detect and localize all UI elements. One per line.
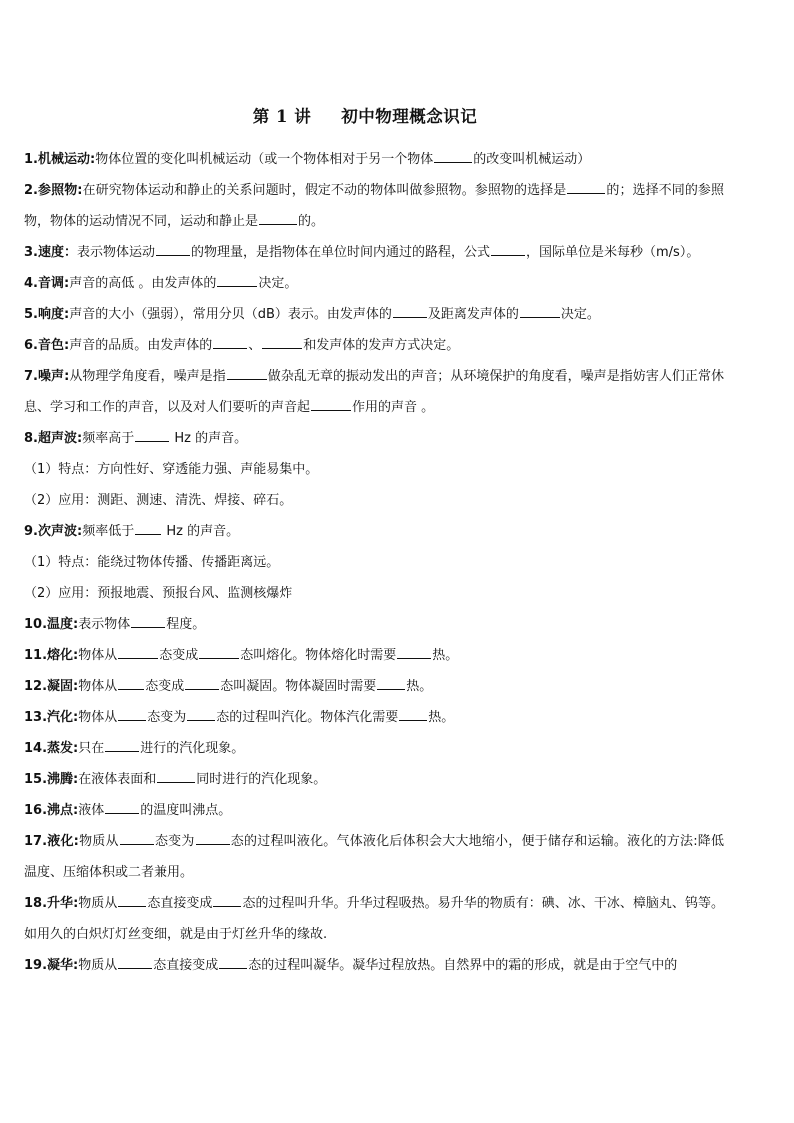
concept-text: 声音的大小（强弱），常用分贝（dB）表示。由发声体的 — [69, 307, 392, 322]
concept-item — [24, 144, 724, 175]
fill-in-blank[interactable] — [156, 254, 190, 256]
lecture-topic: 初中物理概念识记 — [341, 107, 478, 126]
concept-term: 2.参照物: — [24, 183, 83, 198]
concept-text: 在液体表面和 — [78, 772, 157, 787]
fill-in-blank[interactable] — [434, 161, 472, 163]
fill-in-blank[interactable] — [397, 657, 431, 659]
concept-term: 11.熔化: — [24, 648, 79, 663]
lecture-number: 第 1 讲 — [252, 107, 312, 126]
concept-text: 物质从 — [78, 834, 119, 849]
fill-in-blank[interactable] — [118, 967, 152, 969]
fill-in-blank[interactable] — [118, 905, 146, 907]
concept-text: 的物理量，是指物体在单位时间内通过的路程，公式 — [191, 245, 491, 260]
concept-term: 7.噪声: — [24, 369, 70, 384]
concept-text: 的改变叫机械运动） — [473, 152, 591, 167]
concept-text: 态直接变成 — [153, 958, 219, 973]
concept-term: 12.凝固: — [24, 679, 79, 694]
concept-text: 程度。 — [166, 617, 206, 632]
concept-item — [24, 702, 724, 733]
fill-in-blank[interactable] — [213, 905, 241, 907]
concept-text: 态的过程叫汽化。物体汽化需要 — [216, 710, 399, 725]
concept-item — [24, 764, 724, 795]
concept-text: 物质从 — [78, 896, 118, 911]
concept-item — [24, 609, 724, 640]
concept-item — [24, 485, 724, 516]
concept-text: 声音的高低 。由发声体的 — [69, 276, 217, 291]
fill-in-blank[interactable] — [393, 316, 427, 318]
fill-in-blank[interactable] — [118, 719, 146, 721]
concept-text: 液体 — [78, 803, 105, 818]
concept-text: 声音的品质。由发声体的 — [69, 338, 213, 353]
fill-in-blank[interactable] — [219, 967, 247, 969]
concept-text: 做杂乱无章的振动发出的声音；从环境保护的角度看，噪声是指妨害人们正常休息、学习和工作的声音，以及对人们要听的声音起 — [24, 369, 724, 415]
concept-text: 物体位置的变化叫机械运动（或一个物体相对于另一个物体 — [95, 152, 434, 167]
concept-item — [24, 888, 724, 950]
concept-item — [24, 547, 724, 578]
concept-term: 8.超声波: — [24, 431, 83, 446]
concept-item — [24, 671, 724, 702]
fill-in-blank[interactable] — [520, 316, 560, 318]
fill-in-blank[interactable] — [120, 843, 154, 845]
fill-in-blank[interactable] — [227, 378, 267, 380]
concept-text: （2）应用：测距、测速、清洗、焊接、碎石。 — [24, 493, 293, 508]
concept-text: 表示物体运动 — [76, 245, 155, 260]
concept-text: 决定。 — [560, 307, 600, 322]
concept-text: 及距离发声体的 — [427, 307, 519, 322]
fill-in-blank[interactable] — [377, 688, 405, 690]
fill-in-blank[interactable] — [196, 843, 230, 845]
concept-item — [24, 175, 724, 237]
concept-term: 16.沸点: — [24, 803, 79, 818]
concept-text: 态的过程叫凝华。凝华过程放热。自然界中的霜的形成，就是由于空气中的 — [248, 958, 678, 973]
concept-term: 3.速度： — [24, 245, 77, 260]
fill-in-blank[interactable] — [567, 192, 605, 194]
concept-text: 在研究物体运动和静止的关系问题时，假定不动的物体叫做参照物。参照物的选择是 — [82, 183, 567, 198]
concept-item — [24, 268, 724, 299]
concept-text: 表示物体 — [78, 617, 131, 632]
concept-text: 从物理学角度看，噪声是指 — [69, 369, 226, 384]
concept-list — [24, 144, 724, 981]
fill-in-blank[interactable] — [118, 657, 158, 659]
concept-text: 只在 — [78, 741, 105, 756]
concept-text: 态叫凝固。物体凝固时需要 — [220, 679, 377, 694]
concept-item — [24, 299, 724, 330]
concept-text: 态变成 — [145, 679, 185, 694]
fill-in-blank[interactable] — [187, 719, 215, 721]
fill-in-blank[interactable] — [311, 409, 351, 411]
concept-term: 18.升华: — [24, 896, 79, 911]
concept-text: 的；选择不同的参照物，物体的运动情况不同，运动和静止是 — [24, 183, 724, 229]
fill-in-blank[interactable] — [135, 533, 161, 535]
concept-text: 热。 — [432, 648, 459, 663]
fill-in-blank[interactable] — [262, 347, 302, 349]
concept-term: 1.机械运动: — [24, 152, 96, 167]
fill-in-blank[interactable] — [259, 223, 297, 225]
concept-text: 物体从 — [78, 710, 118, 725]
concept-term: 17.液化: — [24, 834, 79, 849]
concept-term: 13.汽化: — [24, 710, 79, 725]
concept-term: 6.音色: — [24, 338, 70, 353]
concept-item — [24, 237, 724, 268]
fill-in-blank[interactable] — [185, 688, 219, 690]
concept-item — [24, 330, 724, 361]
fill-in-blank[interactable] — [217, 285, 257, 287]
concept-item — [24, 795, 724, 826]
fill-in-blank[interactable] — [199, 657, 239, 659]
concept-text: 物体从 — [78, 679, 118, 694]
concept-text: 同时进行的汽化现象。 — [196, 772, 327, 787]
concept-item — [24, 423, 724, 454]
fill-in-blank[interactable] — [118, 688, 144, 690]
concept-text: 态的过程叫升华。升华过程吸热。易升华的物质有：碘、冰、干冰、樟脑丸、钨等。如用久的白炽灯灯丝变细，就是由于灯丝升华的缘故. — [24, 896, 724, 942]
concept-term: 9.次声波: — [24, 524, 83, 539]
concept-text: Hz 的声音。 — [162, 524, 240, 539]
concept-text: 和发声体的发声方式决定。 — [303, 338, 460, 353]
concept-term: 19.凝华: — [24, 958, 79, 973]
concept-item — [24, 950, 724, 981]
concept-item — [24, 454, 724, 485]
concept-text: 进行的汽化现象。 — [140, 741, 245, 756]
fill-in-blank[interactable] — [491, 254, 525, 256]
concept-text: 态变为 — [154, 834, 195, 849]
fill-in-blank[interactable] — [105, 750, 139, 752]
concept-text: 、 — [248, 338, 262, 353]
concept-item — [24, 361, 724, 423]
concept-text: Hz 的声音。 — [170, 431, 248, 446]
concept-text: 的温度叫沸点。 — [140, 803, 232, 818]
concept-text: 物质从 — [78, 958, 118, 973]
concept-text: 频率高于 — [82, 431, 135, 446]
concept-text: 频率低于 — [82, 524, 135, 539]
concept-text: 态叫熔化。物体熔化时需要 — [240, 648, 397, 663]
concept-term: 15.沸腾: — [24, 772, 79, 787]
concept-text: （1）特点：方向性好、穿透能力强、声能易集中。 — [24, 462, 319, 477]
concept-text: 决定。 — [258, 276, 298, 291]
concept-text: 态的过程叫液化。气体液化后体积会大大地缩小，便于储存和运输。液化的方法:降低温度、压缩体积或二者兼用。 — [24, 834, 724, 880]
page-title — [0, 103, 730, 127]
concept-text: （2）应用：预报地震、预报台风、监测核爆炸 — [24, 586, 293, 601]
concept-item — [24, 578, 724, 609]
concept-item — [24, 733, 724, 764]
fill-in-blank[interactable] — [105, 812, 139, 814]
concept-item — [24, 516, 724, 547]
fill-in-blank[interactable] — [213, 347, 247, 349]
concept-text: 作用的声音 。 — [352, 400, 435, 415]
concept-term: 10.温度: — [24, 617, 79, 632]
fill-in-blank[interactable] — [135, 440, 169, 442]
fill-in-blank[interactable] — [157, 781, 195, 783]
concept-text: 物体从 — [78, 648, 118, 663]
concept-term: 4.音调: — [24, 276, 70, 291]
concept-text: 态变为 — [147, 710, 187, 725]
concept-text: （1）特点：能绕过物体传播、传播距离远。 — [24, 555, 280, 570]
concept-term: 5.响度: — [24, 307, 70, 322]
concept-text: 的。 — [298, 214, 325, 229]
concept-item — [24, 826, 724, 888]
concept-text: 态直接变成 — [147, 896, 213, 911]
fill-in-blank[interactable] — [399, 719, 427, 721]
concept-text: 态变成 — [159, 648, 199, 663]
concept-text: 热。 — [406, 679, 433, 694]
concept-text: 热。 — [428, 710, 455, 725]
fill-in-blank[interactable] — [131, 626, 165, 628]
concept-item — [24, 640, 724, 671]
concept-text: ，国际单位是米每秒（m/s）。 — [526, 245, 700, 260]
concept-term: 14.蒸发: — [24, 741, 79, 756]
